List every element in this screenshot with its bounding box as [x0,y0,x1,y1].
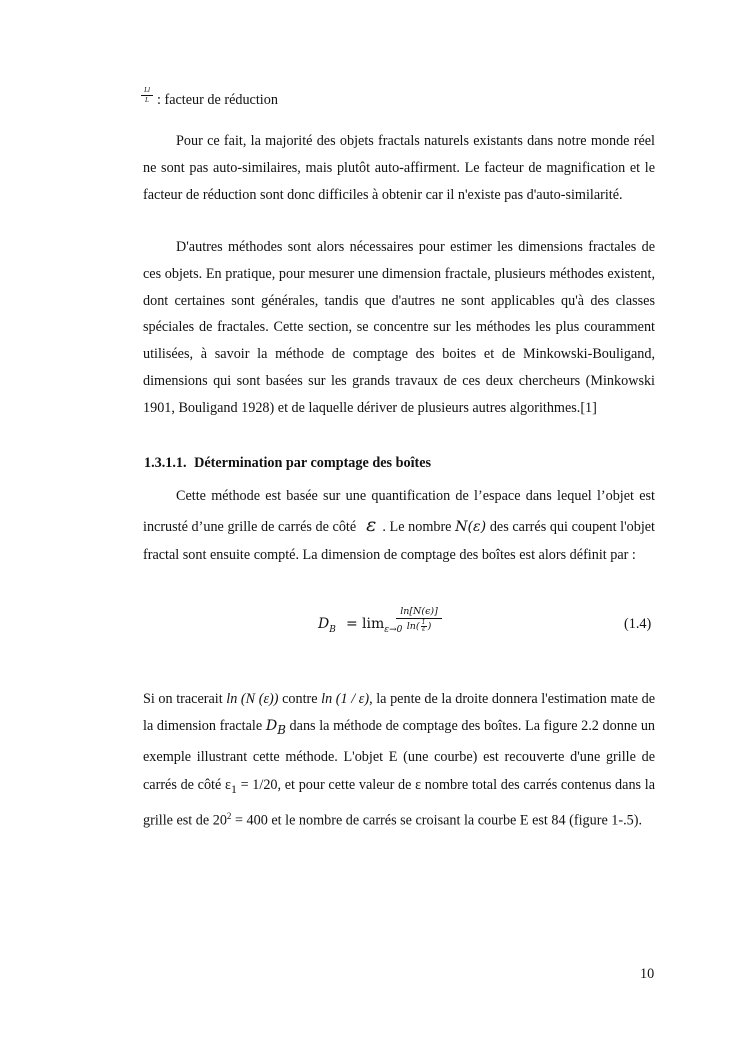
eq-lhs-symbol: D [318,616,330,632]
p4-text-4: dans la méthode de comptage des boîtes. La figure 2.2 donne un exemple illustrant cette méthode. L'objet E (une courbe) est recouverte d'une grille de carrés de côté ε [143,718,656,793]
paragraph-1: Pour ce fait, la majorité des objets fractals naturels existants dans notre monde réel ne sont pas auto-similaires, mais plutôt auto-affirment. Le facteur de magnification et le facteur de réduction sont donc difficiles à obtenir car il n'existe pas d'auto-similarité. [143,133,655,203]
p4-db-symbol: D [265,718,278,735]
fraction-numerator: Ll [144,86,150,94]
section-heading [144,455,431,472]
section-number: 1.3.1.1. [144,455,187,471]
eq-lim-subscript: ε→0 [384,624,403,635]
reduction-label: : facteur de réduction [157,92,278,108]
eq-lhs-subscript: B [329,624,336,635]
p4-eps-subscript: 1 [230,781,237,796]
eq-den-den: ε [421,626,426,633]
paragraph-4 [143,686,655,835]
p4-text-3: , la pente de la droite donnera l'estimation mate de la dimension fractale [143,691,656,735]
eq-den-prefix: ln( [406,621,420,632]
eq-den-suffix: ) [427,621,432,632]
equation-number: (1.4) [624,616,652,632]
p4-text-6: = 400 et le nombre de carrés se croisant la courbe E est 84 (figure 1-.5). [231,812,643,829]
eq-den-fraction [421,620,427,633]
p4-db [265,718,286,738]
p4-db-subscript: B [277,723,286,738]
p4-text-5: = 1/20, et pour cette valeur de ε nombre total des carrés contenus dans la grille est de 20 [143,776,656,829]
paragraph-2: D'autres méthodes sont alors nécessaires pour estimer les dimensions fractales de ces objets. En pratique, pour mesurer une dimension fractale, plusieurs méthodes existent, dont certaines sont générales, tandis que d'autres ne sont applicables qu'à des classes spéciales de fractales. Cette section, se concentre sur les méthodes les plus couramment utilisées, à savoir la méthode de comptage des boites et de Minkowski-Bouligand, dimensions qui sont basées sur les grands travaux de ces deux chercheurs (Minkowski 1901, Bouligand 1928) et de laquelle dériver de plusieurs autres algorithmes.[1] [143,239,655,416]
n-epsilon: N(ε) [455,518,487,535]
eq-lim-text: lim [362,616,385,632]
p4-ln-inv: ln (1 / ε) [321,691,370,707]
section-title: Détermination par comptage des boîtes [194,455,432,471]
reduction-fraction [141,86,153,105]
eq-lhs [318,616,336,635]
p3-text-3: des carrés qui coupent l'objet fractal sont ensuite compté. La dimension de comptage des boîtes est alors définit par : [143,518,655,563]
page-number: 10 [640,966,655,982]
paragraph-3 [143,482,655,570]
eq-den-num: 1 [421,619,426,626]
eq-equals: = [346,616,358,632]
epsilon-symbol: ε [366,513,377,536]
fraction-denominator: L [145,96,149,104]
eq-fraction [396,606,442,633]
p4-superscript: 2 [226,810,232,821]
p4-ln-n: ln (N (ε)) [226,691,279,707]
p3-text-1: Cette méthode est basée sur une quantification de l’espace dans lequel l’objet est incrusté d’une grille de carrés de côté [143,488,655,535]
eq-numerator: ln[N(ϵ)] [400,606,438,617]
p4-text-2: contre [282,691,318,707]
p4-text-1: Si on tracerait [143,691,223,707]
eq-denominator [407,619,432,633]
p3-text-2: . Le nombre [382,518,452,535]
